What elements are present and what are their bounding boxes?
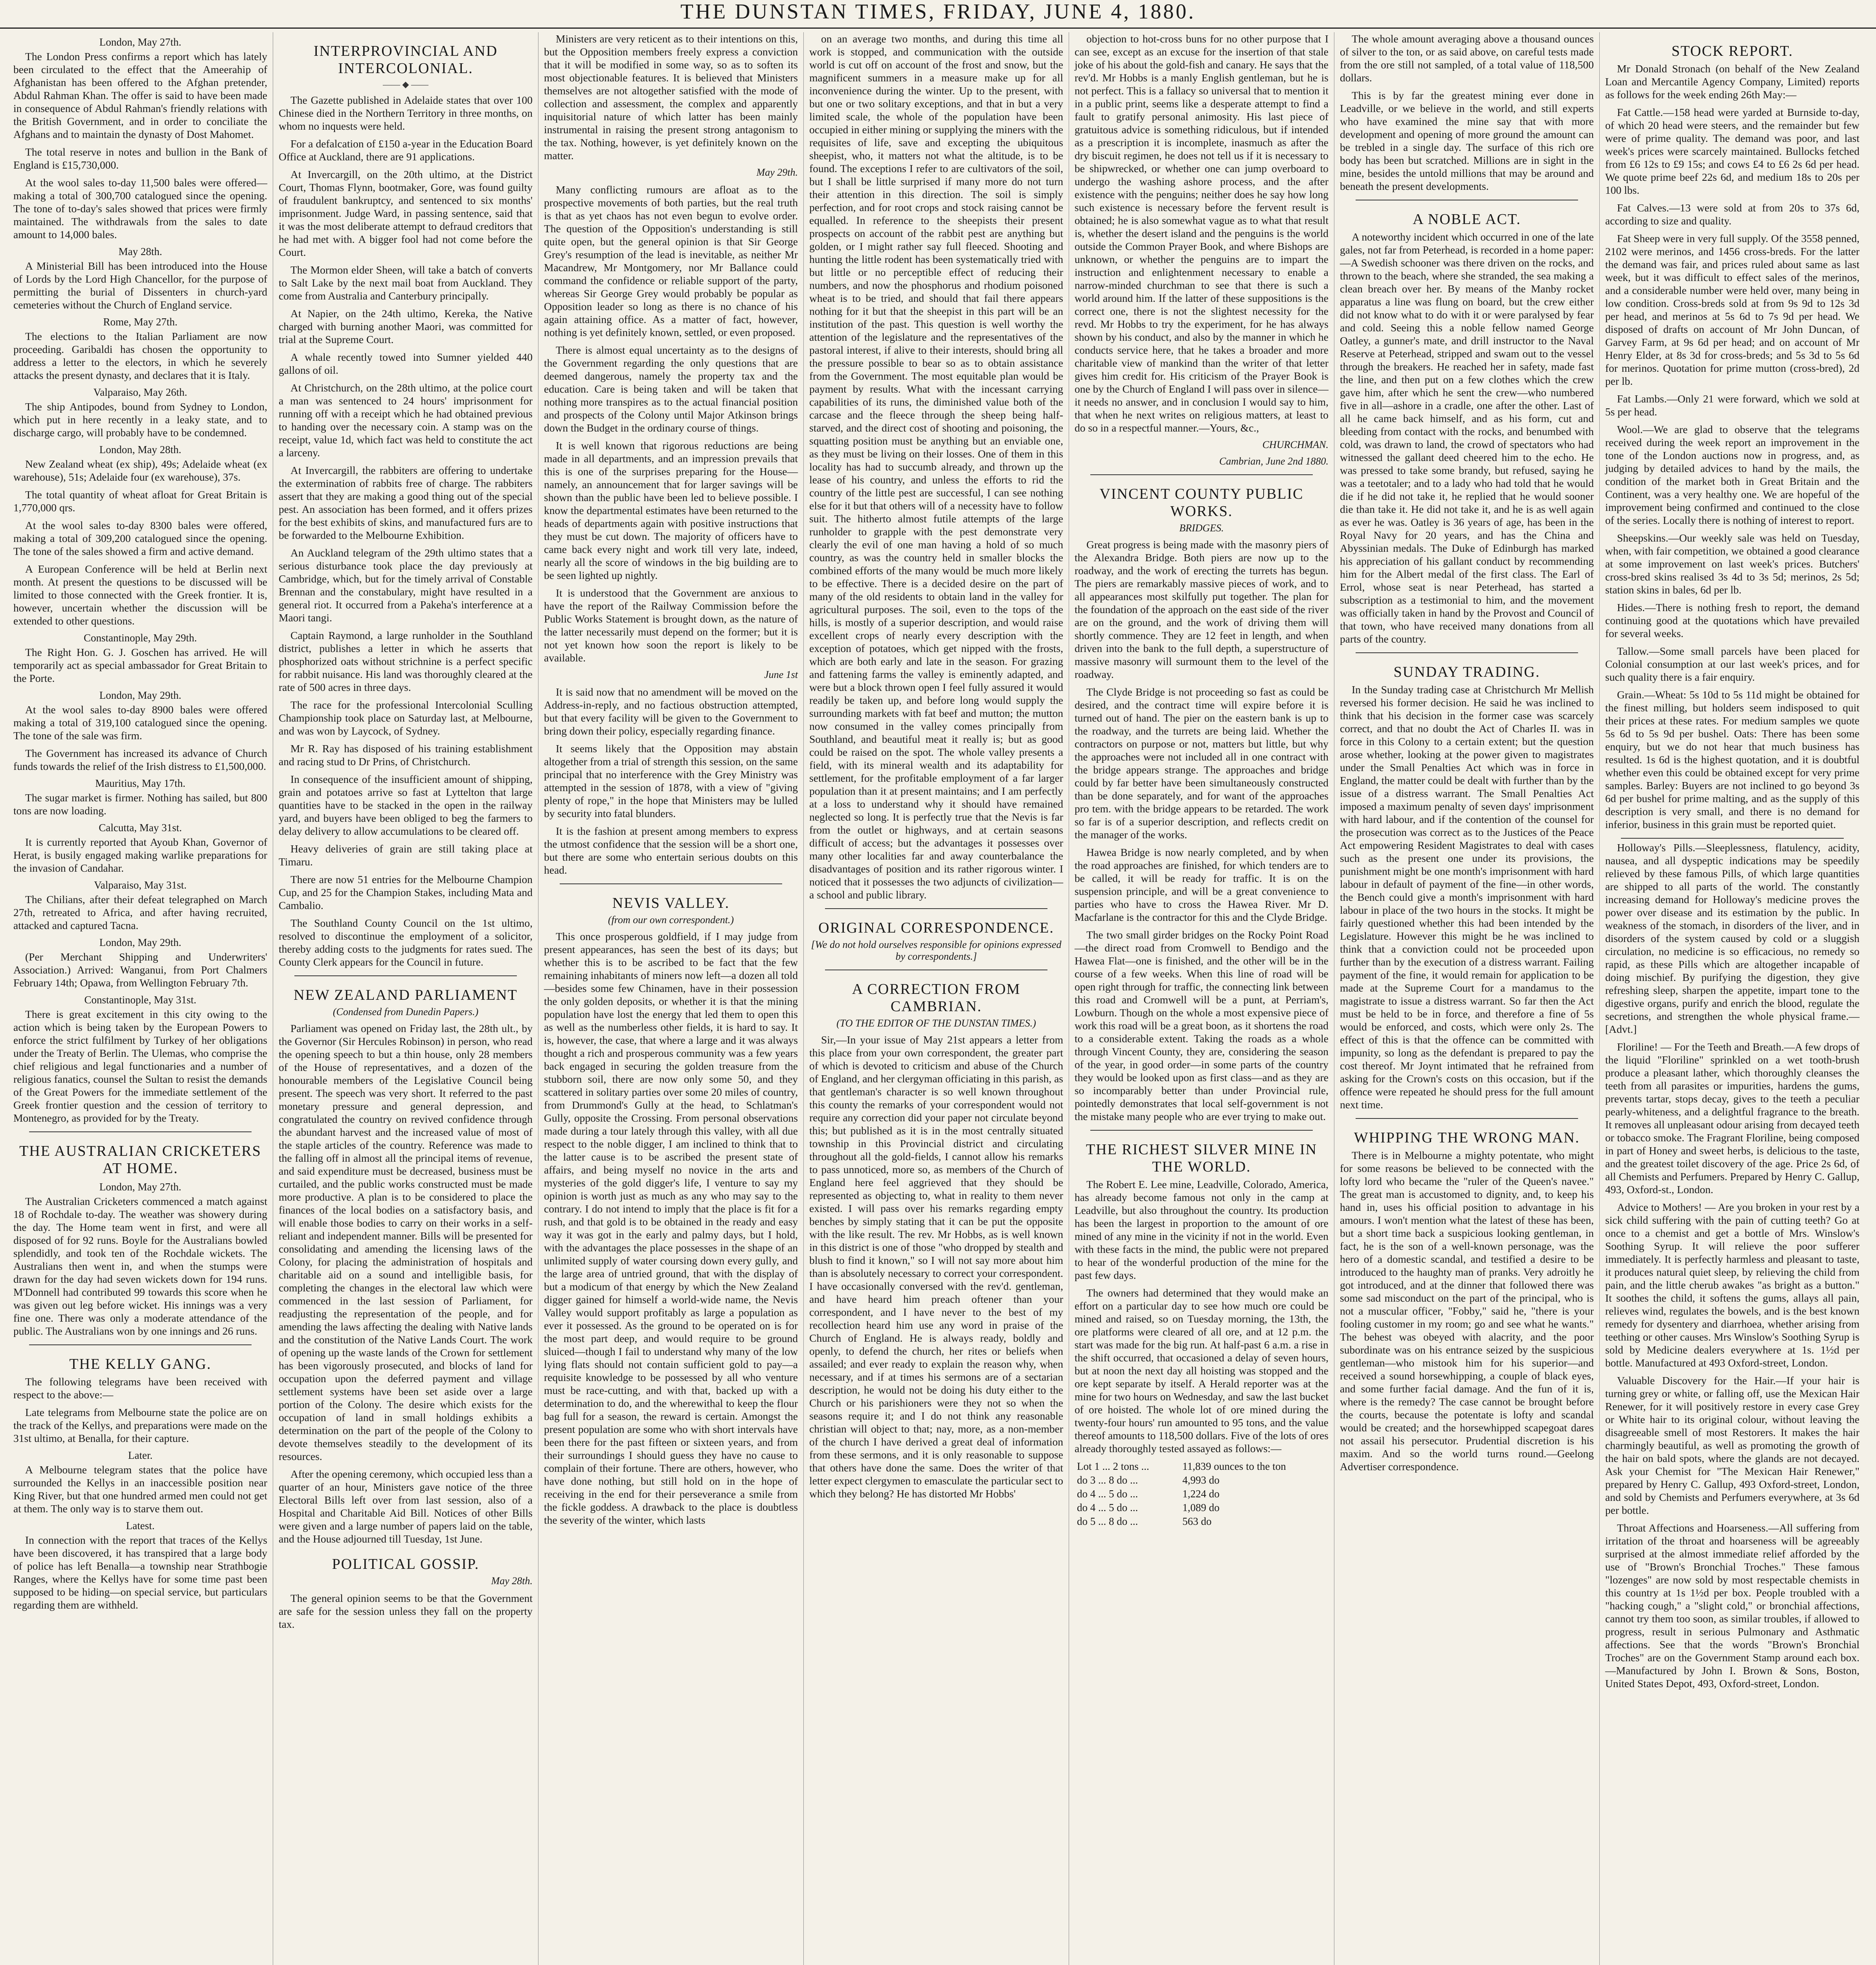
- news-paragraph: It is currently reported that Ayoub Khan, Governor of Herat, is busily engaged making warlike preparations for the invasion of Candahar.: [13, 836, 267, 874]
- dateline: London, May 27th.: [99, 36, 182, 48]
- news-paragraph: The general opinion seems to be that the Government are safe for the session unless they fall on the property tax.: [279, 1592, 533, 1630]
- news-paragraph: The elections to the Italian Parliament are now proceeding. Garibaldi has chosen the opportunity to address a letter to the electors, in which he severely attacks the present dynasty, and declares that it is Italy.: [13, 330, 267, 381]
- news-paragraph: At Invercargill, the rabbiters are offering to undertake the extermination of rabbits free of charge. The rabbiters assert that they are making a good thing out of the special pest. An association has been formed, and it offers prizes for the best exhibits of skins, and manufactured furs are to be forwarded to the Melbourne Exhibition.: [279, 464, 533, 541]
- news-paragraph: The Right Hon. G. J. Goschen has arrived. He will temporarily act as special ambassador for Great Britain to the Porte.: [13, 646, 267, 684]
- section-heading: THE AUSTRALIAN CRICKETERS AT HOME.: [19, 1143, 261, 1177]
- news-paragraph: Fat Lambs.—Only 21 were forward, which we sold at 5s per head.: [1605, 393, 1859, 418]
- assay-table: [1075, 1460, 1328, 1528]
- news-paragraph: A European Conference will be held at Berlin next month. At present the questions to be discussed will be limited to those connected with the Greek frontier. It is, however, uncertain whether the discussion will be extended to other questions.: [13, 563, 267, 627]
- news-paragraph: The owners had determined that they would make an effort on a particular day to see how much ore could be mined and raised, so on Tuesday morning, the 13th, the ore platforms were cleared of all ore, and at 12 p.m. the start was made for the big run. At half-past 6 a.m. a rise in the shift occurred, that occasioned a delay of seven hours, but at noon the next day all hoisting was stopped and the ore kept separate by itself. A Herald reporter was at the mine for two hours on Wednesday, and saw the last bucket of ore hoisted. The whole lot of ore mined during the twenty-four hours' run amounted to 95 tons, and the value thereof amounts to 118,500 dollars. Five of the lots of ores already thoroughly tested assayed as follows:—: [1075, 1287, 1328, 1454]
- section-rule: [29, 1131, 252, 1132]
- news-paragraph: Fat Calves.—13 were sold at from 20s to 37s 6d, according to size and quality.: [1605, 202, 1859, 227]
- news-paragraph: After the opening ceremony, which occupied less than a quarter of an hour, Ministers gave notice of the three Electoral Bills left over from last session, also of a Hospital and Charitable Aid Bill. Notices of other Bills were given and a large number of papers laid on the table, and the House adjourned till Tuesday, 1st June.: [279, 1468, 533, 1545]
- advertisement: Valuable Discovery for the Hair.—If your hair is turning grey or white, or falling off, use the Mexican Hair Renewer, for it will positively restore in every case Grey or White hair to its original colour, without leaving the disagreeable smell of most Restorers. It makes the hair charmingly beautiful, as well as promoting the growth of the hair on bald spots, where the glands are not decayed. Ask your Chemist for "The Mexican Hair Renewer," prepared by Henry C. Gallup, 493 Oxford-street, London, and sold by Chemists and Perfumers everywhere, at 3s 6d per bottle.: [1605, 1374, 1859, 1516]
- news-paragraph: It is well known that rigorous reductions are being made in all departments, and an impression prevails that this is one of the surprises preparing for the House—namely, an announcement that for larger savings will be shown than the public have been led to believe possible. I know the departmental estimates have been returned to the heads of departments again with positive instructions that they must be cut down. The majority of officers have to came back every night and work till very late, indeed, nearly all the score of windows in the big building are to be seen lighted up nightly.: [544, 439, 798, 581]
- table-row: [1075, 1501, 1328, 1515]
- news-paragraph: In the Sunday trading case at Christchurch Mr Mellish reversed his former decision. He said he was inclined to think that his decision in the former case was scarcely correct, and that no doubt the Act of Charles II. was in force in this Colony to a certain extent; but the question arose whether, looking at the power given to magistrates under the Small Penalties Act which was in force in England, the matter could be dealt with further than by the issue of a distress warrant. The Small Penalties Act imposed a maximum penalty of seven days' imprisonment with hard labour, and if the contention of the counsel for the prosecution was correct as to the Justices of the Peace Act empowering Resident Magistrates to deal with cases such as the present one under its provisions, the punishment might be one month's imprisonment with hard labour in default of payment of the fine—in other words, the Bench could give a month's imprisonment with hard labour in place of the two hours in the stocks. It might be fairly questioned whether this had been intended by the Legislature. However this might be he was inclined to think that a conviction could not be proceeded upon further than by the execution of a distress warrant. Failing payment of the fine, it would remain for application to be made at the Supreme Court for a mandamus to the magistrate to issue a distress warrant. So far then the Act must be held to be in force, and therefore a fine of 5s would be enforced, and costs, which were only 2s. The effect of this is that the offence can be committed with impunity, so long as the defendant is prepared to pay the cost thereof. Mr Joynt intimated that he refrained from asking for the Crown's costs on this occasion, but if the offence were repeated he should press for the full amount next time.: [1340, 683, 1594, 1111]
- news-paragraph: At the wool sales to-day 8900 bales were offered making a total of 319,100 catalogued since the opening. The tone of the sale was firm.: [13, 703, 267, 742]
- news-paragraph: Fat Cattle.—158 head were yarded at Burnside to-day, of which 20 head were steers, and the remainder but few were of prime quality. The demand was poor, and last week's prices were scarcely maintained. Bullocks fetched from £6 12s to £9 15s; and cows £4 to £6 2s 6d per head. We quote prime beef 22s 6d, and medium 18s to 20s per 100 lbs.: [1605, 106, 1859, 196]
- news-paragraph: Fat Sheep were in very full supply. Of the 3558 penned, 2102 were merinos, and 1456 cross-breds. For the latter the demand was fair, and prices ruled about same as last week, but it was difficult to effect sales of the merinos, and a considerable number were held over, many being in low condition. Cross-breds sold at from 9s 9d to 12s 3d per head, and merinos at 5s 6d to 7s 9d per head. We disposed of drafts on account of Mr John Duncan, of Garvey Farm, at 9s 6d per head; and on account of Mr Henry Elder, at 8s 3d for cross-breds; and 5s 3d to 5s 6d for merinos. Quotation for prime mutton (cross-bred), 2d per lb.: [1605, 232, 1859, 387]
- section-heading: SUNDAY TRADING.: [1393, 664, 1540, 680]
- section-subheading: (Condensed from Dunedin Papers.): [333, 1006, 479, 1017]
- news-paragraph: The total reserve in notes and bullion in the Bank of England is £15,730,000.: [13, 146, 267, 171]
- column-6: [1334, 32, 1600, 1965]
- dateline: London, May 27th.: [99, 1181, 182, 1193]
- news-paragraph: The Mormon elder Sheen, will take a batch of converts to Salt Lake by the next mail boat from Auckland. They come from Australia and Canterbury principally.: [279, 264, 533, 302]
- section-heading: WHIPPING THE WRONG MAN.: [1354, 1129, 1580, 1146]
- dateline: Valparaiso, May 26th.: [93, 386, 187, 398]
- news-paragraph: It is understood that the Government are anxious to have the report of the Railway Commission before the Public Works Statement is brought down, as the nature of the latter necessarily must depend on the former; but it is not yet known how soon the report is likely to be available.: [544, 587, 798, 664]
- section-rule: [294, 975, 517, 976]
- news-paragraph: The race for the professional Intercolonial Sculling Championship took place on Saturday last, at Melbourne, and was won by Laycock, of Sydney.: [279, 699, 533, 737]
- news-paragraph: In consequence of the insufficient amount of shipping, grain and potatoes arrive so fast at Lyttelton that large quantities have to be stacked in the open in the railway yard, and buyers have been obliged to beg the farmers to delay delivery to allow accumulations to be cleared off.: [279, 773, 533, 837]
- section-heading: A CORRECTION FROM CAMBRIAN.: [852, 981, 1021, 1015]
- dateline: Constantinople, May 31st.: [84, 994, 197, 1006]
- news-paragraph: Sheepskins.—Our weekly sale was held on Tuesday, when, with fair competition, we obtained a good clearance at some improvement on last week's prices. Butchers' cross-bred skins realised 3s 4d to 3s 5d; merinos, 2s 5d; station skins in bales, 6d per lb.: [1605, 532, 1859, 596]
- news-paragraph: Captain Raymond, a large runholder in the Southland district, publishes a letter in which he asserts that phosphorized oats without strichnine is a perfect specific for rabbit nuisance. His land was thoroughly cleared at the rate of 500 acres in three days.: [279, 629, 533, 693]
- dateline: June 1st: [764, 669, 798, 680]
- news-paragraph: There is almost equal uncertainty as to the designs of the Government regarding the only questions that are deemed dangerous, namely the property tax and the education. Care is being taken and will be taken that nothing more transpires as to the actual financial position and prospects of the Colony until Major Atkinson brings down the Budget in the ordinary course of things.: [544, 344, 798, 434]
- advertisement: Holloway's Pills.—Sleeplessness, flatulency, acidity, nausea, and all dyspeptic indications may be speedily relieved by these famous Pills, of which large quantities are shipped to all parts of the world. The constantly increasing demand for Holloway's medicine proves the power over disease and its estimation by the public. In weakness of the stomach, in disorders of the liver, and in disorders of the system caused by cold or a sluggish circulation, no medicine is so efficacious, no remedy so rapid, as these Pills which are altogether incapable of doing mischief. By purifying the digestion, they give refreshing sleep, sharpen the appetite, impart tone to the digestive organs, purify and enrich the blood, regulate the secretions, and strengthen the whole physical frame.—[Advt.]: [1605, 841, 1859, 1035]
- news-paragraph: Tallow.—Some small parcels have been placed for Colonial consumption at our last week's prices, and for such quality there is a fair enquiry.: [1605, 645, 1859, 683]
- table-row: [1075, 1460, 1328, 1473]
- advertisement: Advice to Mothers! — Are you broken in your rest by a sick child suffering with the pain of cutting teeth? Go at once to a chemist and get a bottle of Mrs. Winslow's Soothing Syrup. It will relieve the poor sufferer immediately. It is perfectly harmless and pleasant to taste, it produces natural quiet sleep, by relieving the child from pain, and the little cherub awakes "as bright as a button." It soothes the child, it softens the gums, allays all pain, relieves wind, regulates the bowels, and is the best known remedy for dysentery and diarrhoea, whether arising from teething or other causes. Mrs Winslow's Soothing Syrup is sold by Medicine dealers everywhere at 1s. 1½d per bottle. Manufactured at 493 Oxford-street, London.: [1605, 1201, 1859, 1369]
- section-rule: [1356, 1118, 1578, 1119]
- advertisement: Floriline! — For the Teeth and Breath.—A few drops of the liquid "Floriline" sprinkled on a wet tooth-brush produce a pleasant lather, which thoroughly cleanses the teeth from all parasites or impurities, hardens the gums, prevents tartar, stops decay, gives to the teeth a peculiar pearly-whiteness, and a delightful fragrance to the breath. It removes all unpleasant odour arising from decayed teeth or tobacco smoke. The Fragrant Floriline, being composed in part of Honey and sweet herbs, is delicious to the taste, and the greatest toilet discovery of the age. Price 2s 6d, of all Chemists and Perfumers. Prepared by Henry C. Gallup, 493, Oxford-st., London.: [1605, 1041, 1859, 1196]
- news-paragraph: on an average two months, and during this time all work is stopped, and communication with the outside world is cut off on account of the frost and snow, but the magnificent summers in a measure make up for all inconvenience during the winter. Up to the present, with but one or two solitary exceptions, and that in but a very limited scale, the whole of the population have been occupied in either mining or supplying the miners with the requisites of life, save and excepting the ubiquitous sheepist, who, it matters not what the altitude, is to be found. The exceptions I refer to are cultivators of the soil, but I shall be little surprised if many more do not turn their attention in this direction. The soil is simply perfection, and for root crops and stock raising cannot be equalled. In reference to the sheepists their present prospects on account of the rabbit pest are anything but golden, or I might rather say full fleeced. Shooting and hunting the little rodent has been systematically tried with but little or no perceptible effect of reducing their numbers, and now the phosphorus and rhodium poisoned wheat is to be tried, and should that fail there appears nothing for it but that the sheepist in this part will be an institution of the past. This question is well worthy the attention of the legislature and the representatives of the pastoral interest, if alive to their interests, should bring all the pressure possible to bear so as to obtain assistance from the Government. The most equitable plan would be payment by results. What with the incessant carrying capabilities of its runs, the diminished value both of the carcase and the fleece through the sheep being half-starved, and the direct cost of shooting and poisoning, the squatting position must be anything but an enviable one, as they must be living on their losses. One of them in this locality has had to succumb already, and thrown up the lease of his country, and unless the efforts to rid the country of the little pest are successful, I can see nothing else for it but that others will of a necessity have to follow suit. The hitherto almost futile attempts of the large runholder to grapple with the pest demonstrate very clearly the evil of one man having a hold of so much country, as was the country held in smaller blocks the combined efforts of the many would be much more likely to be effective. There is a decided desire on the part of many of the old residents to obtain land in the valley for agricultural purposes. The soil, even to the tops of the hills, is mostly of a superior description, and would raise excellent crops of nearly every description with the exception of potatoes, which get nipped with the frosts, which are both early and late in the season. For grazing and fattening farms the valley is eminently adapted, and were but a block thrown open I feel fully assured it would readily be taken up, and before long would supply the surrounding markets with fat beef and mutton; the mutton now consumed in the valley comes principally from Southland, and beautiful meat it really is; but as good could be raised on the spot. The whole valley presents a field, with its mineral wealth and its adaptability for settlement, for the profitable employment of a far larger population than it at present maintains; and I am perfectly at a loss to understand why it should have remained neglected so long. It is perfectly true that the Nevis is far from the outlet or highways, and at certain seasons difficult of access; but the advantages it possesses over many other localities far and away counterbalance the disadvantages of position and its rather rigorous winter. I noticed that it possesses the two adjuncts of civilization—a school and public library.: [809, 33, 1063, 901]
- news-paragraph: objection to hot-cross buns for no other purpose that I can see, except as an excuse for the insertion of that stale joke of his about the gold-fish and canary. He says that the rev'd. Mr Hobbs is a manly English gentleman, but he is not perfect. This is a fallacy so universal that to mention it in a public print, seems like a desperate attempt to find a fault to gratify personal animosity. His last piece of gratuitous advice is something ridiculous, but if intended as a prescription it is incomplete, inasmuch as after the dry biscuit regimen, he does not tell us if it is necessary to be shipwrecked, or whether one can jump overboard to undergo the washing ashore process, and the after existence with the penguins; neither does he say how long such existence is necessary before the fervent result is obtained; he is also somewhat vague as to what that result is, whether the desert island and the penguins is the world outside the Common Prayer Book, and where Bishops are unknown, or whether the penguins are to impart the instruction and enlightenment necessary to enable a narrow-minded churchman to see that there is such a world around him. If the latter of these suppositions is the correct one, there is not the slightest necessity for the revd. Mr Hobbs to try the experiment, for he has always shown by his conduct, and also by the manner in which he conducts service here, that he takes a broader and more charitable view of mankind than the writer of that letter gives him credit for. His criticism of the Prayer Book is one by the Church of England I will pass over in silence—it needs no answer, and in conclusion I would say to him, that when he next writes on religious matters, at least to do so in a respectful manner.—Yours, &c.,: [1075, 33, 1328, 434]
- section-rule: [1090, 474, 1313, 475]
- news-paragraph: There are now 51 entries for the Melbourne Champion Cup, and 25 for the Champion Stakes, including Mata and Cambalio.: [279, 873, 533, 911]
- table-cell: do 4 ... 5 do ...: [1077, 1502, 1138, 1513]
- section-heading: THE KELLY GANG.: [69, 1356, 211, 1372]
- advertisement: Throat Affections and Hoarseness.—All suffering from irritation of the throat and hoarseness will be agreeably surprised at the almost immediate relief afforded by the use of "Brown's Bronchial Troches." These famous "lozenges" are now sold by most respectable chemists in this country at 1s 1½d per box. People troubled with a "hacking cough," a "slight cold," or bronchial affections, cannot try them too soon, as similar troubles, if allowed to progress, result in serious Pulmonary and Asthmatic affections. See that the words "Brown's Bronchial Troches" are on the Government Stamp around each box.—Manufactured by John I. Brown & Sons, Boston, United States Depot, 493, Oxford-street, London.: [1605, 1522, 1859, 1690]
- section-subheading: (TO THE EDITOR OF THE DUNSTAN TIMES.): [836, 1017, 1036, 1029]
- news-paragraph: The total quantity of wheat afloat for Great Britain is 1,770,000 qrs.: [13, 488, 267, 514]
- newspaper-columns: [8, 32, 1868, 1965]
- column-4: [804, 32, 1069, 1965]
- news-paragraph: This once prosperous goldfield, if I may judge from present appearances, has seen the best of its days; but whether this is to be ascribed to be fact that the few remaining inhabitants of miners now left—a dozen all told—besides some few Chinamen, have in their possession the only golden deposits, or whether it is that the mining population have lost the energy that led them to open this as well as the numberless other fields, it is hard to say. It is, however, the case, that where a large and it was always thought a rich and prosperous community was a few years back engaged in securing the golden treasure from the stubborn soil, there are now only some 50, and they scattered in solitary parties over some 20 miles of country, from Drummond's Gully at the head, to Schlatman's Gully, opposite the Crossing. From personal observations made during a tour lately through this valley, with all due respect to the noble digger, I am inclined to think that to the latter cause is to be ascribed the present state of affairs, and being myself no novice in the arts and mysteries of the gold digger's life, I venture to say my opinion is worth just as much as any who may say to the contrary. I do not intend to imply that the place is fit for a rush, and that gold is to be obtained in the ready and easy way it was got in the early and palmy days, but I hold, with the advantages the place possesses in the shape of an unlimited supply of water coursing down every gully, and the large area of untried ground, that with the display of but a modicum of that energy by which the New Zealand digger gained for himself a world-wide name, the Nevis Valley would support profitably as large a population as ever it possessed. As the ground to be operated on is for the most part deep, and would require to be ground sluiced—though I fail to understand why many of the low lying flats should not contain sufficient gold to pay—a requisite knowledge to be possessed by all who venture must be race-cutting, and with that, backed up with a determination to do, and the wherewithal to keep the flour bag full for a season, the reward is certain. Amongst the present population are some who with short intervals have been there for the past fifteen or sixteen years, and from their surroundings I should guess they have no cause to complain of their fortune. There are others, however, who have done nothing, but still hold on in the hope of receiving in the end for their perseverance a smile from the fickle goddess. A drawback to the place is doubtless the severity of the winter, which lasts: [544, 930, 798, 1526]
- section-subheading: BRIDGES.: [1179, 522, 1224, 534]
- news-paragraph: A Ministerial Bill has been introduced into the House of Lords by the Lord High Chancellor, for the purpose of permitting the burial of Dissenters in church-yard cemeteries without the Church of England service.: [13, 260, 267, 311]
- news-paragraph: Great progress is being made with the masonry piers of the Alexandra Bridge. Both piers are now up to the roadway, and the work of erecting the turrets has begun. The piers are remarkably massive pieces of work, and to all appearances most skilfully put together. The plan for the foundation of the approach on the east side of the river are on the ground, and the work of driving them will shortly commence. They are 12 feet in length, and when driven into the bank to the full depth, a superstructure of massive masonry will surmount them to the level of the roadway.: [1075, 538, 1328, 680]
- section-heading: STOCK REPORT.: [1671, 43, 1793, 59]
- news-paragraph: In connection with the report that traces of the Kellys have been discovered, it has transpired that a large body of police has left Benalla—a township near Strathbogie Ranges, where the Kellys have for some time past been supposed to be hiding—on special service, but particulars regarding them are withheld.: [13, 1534, 267, 1611]
- table-cell: 1,089 do: [1182, 1502, 1220, 1513]
- table-row: [1075, 1487, 1328, 1501]
- news-paragraph: Ministers are very reticent as to their intentions on this, but the Opposition members freely express a conviction that it will be modified in some way, so as to soften its most objectionable features. It is believed that Ministers themselves are not altogether satisfied with the mode of collection and assessment, the complex and apparently inquisitorial nature of which latter has been mainly instrumental in raising the present strong antagonism to the tax. Nothing, however, is yet definitely known on the matter.: [544, 33, 798, 162]
- news-paragraph: Hawea Bridge is now nearly completed, and by when the road approaches are finished, for which tenders are to be called, it will be ready for traffic. It is on the suspension principle, and will be a great convenience to parties who have to cross the Hawea River. Mr D. Macfarlane is the contractor for this and the Clyde Bridge.: [1075, 846, 1328, 923]
- news-paragraph: Wool.—We are glad to observe that the telegrams received during the week report an improvement in the tone of the London auctions now in progress, and, as judging by detailed advices to hand by the mails, the condition of the market both in Great Britain and the Continent, was a very healthy one. We are hopeful of the improvement being confirmed and continued to the close of the series. Locally there is nothing of interest to report.: [1605, 423, 1859, 526]
- dateline: London, May 29th.: [99, 689, 182, 701]
- table-row: [1075, 1515, 1328, 1528]
- news-paragraph: At the wool sales to-day 8300 bales were offered, making a total of 309,200 catalogued since the opening. The tone of the sales showed a firm and active demand.: [13, 519, 267, 557]
- news-paragraph: The Southland County Council on the 1st ultimo, resolved to discontinue the employment of a solicitor, thereby adding costs to the judgments for rates sued. The County Clerk appears for the Council in future.: [279, 917, 533, 968]
- news-paragraph: New Zealand wheat (ex ship), 49s; Adelaide wheat (ex warehouse), 51s; Adelaide four (ex warehouse), 37s.: [13, 458, 267, 483]
- table-cell: 1,224 do: [1182, 1488, 1220, 1500]
- news-paragraph: An Auckland telegram of the 29th ultimo states that a serious disturbance took place the day previously at Cambridge, which, but for the timely arrival of Constable Brennan and the constabulary, might have resulted in a general riot. It occurred from a Pakeha's interference at a Maori tangi.: [279, 547, 533, 624]
- news-paragraph: Sir,—In your issue of May 21st appears a letter from this place from your own correspondent, the greater part of which is devoted to criticism and abuse of the Church of England, and her clergyman officiating in this parish, as that gentleman's character is so well known throughout this county the remarks of your correspondent would not require any correction did your paper not circulate beyond this; but published as it is in the most centrally situated township in this Provincial district and circulating throughout all the gold-fields, I cannot allow his remarks to pass unnoticed, more so, as members of the Church of England here feel aggrieved that they should be represented as objecting to, what in reality to them never existed. I will pass over his remarks regarding empty benches by simply stating that it can be put the opposite with the like result. The rev. Mr Hobbs, as is well known in this district is one of those "who dropped by stealth and blush to find it known," so I will not say more about him than is absolutely necessary to correct your correspondent. I have occasionally conversed with the rev'd. gentleman, and have heard him preach oftener than your correspondent, and I have never to the best of my recollection heard him use any word in praise of the Church of England. He is always ready, boldly and openly, to defend the church, her rites or beliefs when assailed; and ever ready to explain the reason why, when necessary, and if at times his sermons are of a sectarian description, he would not be doing his duty either to the Church or his parishioners were they not so when the seasons require it; and I do not think any reasonable christian will object to that; nay, more, as a non-member of the church I have derived a great deal of information from these sermons, and it is only reasonable to suppose that others have done the same. Does the writer of that letter expect clergymen to emasculate the particular sect to which they belong? He has distorted Mr Hobbs': [809, 1034, 1063, 1500]
- news-paragraph: It is the fashion at present among members to express the utmost confidence that the session will be a short one, but there are some who entertain serious doubts on this head.: [544, 825, 798, 876]
- dateline: May 28th.: [491, 1575, 533, 1587]
- dateline: London, May 28th.: [99, 444, 182, 455]
- table-row: [1075, 1473, 1328, 1487]
- section-rule: [1621, 838, 1844, 839]
- news-paragraph: For a defalcation of £150 a-year in the Education Board Office at Auckland, there are 91 applications.: [279, 138, 533, 163]
- news-paragraph: The Gazette published in Adelaide states that over 100 Chinese died in the Northern Territory in three months, on whom no inquests were held.: [279, 94, 533, 132]
- news-paragraph: The London Press confirms a report which has lately been circulated to the effect that the Ameerahip of Afghanistan has been offered to the Afghan pretender, Abdul Rahman Khan. The offer is said to have been made in consequence of Abdul Rahman's friendly relations with the British Government, and in order to conciliate the Afghans and to maintain the dynasty of Dost Mahomet.: [13, 50, 267, 140]
- news-paragraph: At Christchurch, on the 28th ultimo, at the police court a man was sentenced to 24 hours' imprisonment for running off with a receipt which he had obtained previous to handing over the necessary coin. A stamp was on the receipt, value 1d, which fact was held to constitute the act a larceny.: [279, 382, 533, 459]
- news-paragraph: This is by far the greatest mining ever done in Leadville, or we believe in the world, and still experts who have examined the mine say that with more development and opening of more ground the amount can be trebled in a single day. The surface of this rich ore body has been but scratched. Millions are in sight in the mine, besides the untold millions that may be around and beneath the present developments.: [1340, 89, 1594, 192]
- news-paragraph: (Per Merchant Shipping and Underwriters' Association.) Arrived: Wanganui, from Port Chalmers February 14th; Opawa, from Wellington February 7th.: [13, 951, 267, 989]
- news-paragraph: The following telegrams have been received with respect to the above:—: [13, 1376, 267, 1401]
- letter-signature: CHURCHMAN.: [1262, 439, 1328, 450]
- news-paragraph: Late telegrams from Melbourne state the police are on the track of the Kellys, and preparations were made on the 31st ultimo, at Benalla, for their capture.: [13, 1406, 267, 1444]
- news-paragraph: Mr R. Ray has disposed of his training establishment and racing stud to Dr Prins, of Christchurch.: [279, 742, 533, 768]
- section-subheading: [We do not hold ourselves responsible for opinions expressed by correspondents.]: [811, 939, 1062, 962]
- news-paragraph: There is in Melbourne a mighty potentate, who might for some reasons be believed to be connected with the lofty lord who became the "ruler of the Queen's navee." The great man is accustomed to dignity, and, to keep his hand in, uses his official position to advantage in his amours. I won't mention what the latest of these has been, but a short time back a suspicious looking gentleman, in fact, he is the son of a well-known personage, was the hero of a domestic scandal, and testified a desire to be introduced to the haughty man of pranks. Very adroitly he got introduced, and at the dinner that followed there was some sad misconduct on the part of the principal, who is not a muscular officer, "Fobby," said he, "there is your fooling customer in my room; go and see what he wants." The behest was obeyed with alacrity, and the poor subordinate was on his entrance seized by the suspicious gentleman—who mistook him for his superior—and received a sound horsewhipping, a couple of black eyes, and some further facial damage. And the fun of it is, where is the remedy? The case cannot be brought before the courts, because the potentate is lofty and scandal would be created; and the horsewhipped scapegoat dares not assail his persecutor. Prudential discretion is his maxim. And so the world turns round.—Geelong Advertiser correspondence.: [1340, 1149, 1594, 1473]
- news-paragraph: A noteworthy incident which occurred in one of the late gales, not far from Peterhead, is recorded in a home paper:—A Swedish schooner was there driven on the rocks, and thrown to the beach, where she stranded, the sea making a clean breach over her. By means of the Manby rocket apparatus a line was flung on board, but the crew either did not know what to do with it or were paralysed by fear and cold. Seeing this a noble fellow named George Oatley, a gunner's mate, and drill instructor to the Naval Reserve at Peterhead, stripped and swam out to the vessel through the breakers. He reached her in safety, made fast the line, and then put on a few clothes which the crew gave him, after which he sent the crew—who numbered five in all—ashore in a cradle, one after the other. Last of all he came back himself, and as his form, cut and bleeding from contact with the rocks, and benumbed with cold, was drawn to land, the crowd of spectators who had witnessed the gallant deed cheered him to the echo. He was pressed to take some brandy, but refused, saying he was a teetotaler; and to a lady who had told that he would die if he did not take it, he replied that he would sooner die than take it. He did not take it, and he is as well again as ever he was. Oatley is 36 years of age, has been in the Royal Navy for 20 years, and has the China and Abyssinian medals. The Duke of Edinburgh has marked his appreciation of his gallant conduct by recommending him for the Albert medal of the first class. The Earl of Errol, whose seat is near Peterhead, has started a subscription as a testimonial to him, and the movement was officially taken in hand by the Provost and Council of that town, who have received many donations from all parts of the country.: [1340, 231, 1594, 645]
- table-cell: do 5 ... 8 do ...: [1077, 1515, 1138, 1527]
- column-2: [273, 32, 538, 1965]
- dateline: Constantinople, May 29th.: [84, 632, 197, 644]
- news-paragraph: Heavy deliveries of grain are still taking place at Timaru.: [279, 843, 533, 868]
- dateline: May 29th.: [756, 167, 798, 178]
- dateline: Valparaiso, May 31st.: [94, 879, 187, 891]
- news-paragraph: The ship Antipodes, bound from Sydney to London, which put in here recently in a leaky state, and to discharge cargo, will probably have to be condemned.: [13, 400, 267, 439]
- news-paragraph: The Chilians, after their defeat telegraphed on March 27th, retreated to Africa, and after having recruited, attacked and captured Tacna.: [13, 893, 267, 931]
- news-paragraph: A Melbourne telegram states that the police have surrounded the Kellys in an inaccessible position near King River, but that one hundred armed men could not get at them. The only way is to starve them out.: [13, 1464, 267, 1515]
- ornament-divider: —— ◆ ——: [383, 79, 428, 89]
- section-heading: NEVIS VALLEY.: [612, 895, 730, 911]
- news-paragraph: Mr Donald Stronach (on behalf of the New Zealand Loan and Mercantile Agency Company, Limited) reports as follows for the week ending 26th May:—: [1605, 62, 1859, 101]
- table-cell: 563 do: [1182, 1515, 1212, 1527]
- news-paragraph: The Government has increased its advance of Church funds towards the relief of the Irish distress to £1,500,000.: [13, 747, 267, 772]
- section-heading: INTERPROVINCIAL AND INTERCOLONIAL.: [313, 43, 498, 77]
- newspaper-title: THE DUNSTAN TIMES, FRIDAY, JUNE 4, 1880.: [680, 0, 1196, 23]
- section-heading: ORIGINAL CORRESPONDENCE.: [818, 920, 1054, 936]
- column-5: [1069, 32, 1334, 1965]
- column-7: [1600, 32, 1865, 1965]
- news-paragraph: Many conflicting rumours are afloat as to the prospective movements of both parties, but the real truth is that as yet chaos has not even begun to evolve order. The question of the Opposition's understanding is still quite open, but the general opinion is that Sir George Grey's resumption of the lead is inevitable, as neither Mr Macandrew, Mr Montgomery, nor Mr Ballance could command the confidence or reliable support of the party, whereas Sir George Grey would probably be popular as Opposition leader so long as there is no chance of his again attaining office. As a matter of fact, however, nothing is yet definitely known, settled, or even proposed.: [544, 184, 798, 338]
- news-paragraph: Grain.—Wheat: 5s 10d to 5s 11d might be obtained for the finest milling, but holders seem indisposed to quit their prices at these rates. For medium samples we quote 5s 6d to 5s 9d per bushel. Oats: There has been some enquiry, but we do not hear that much business has resulted. 1s 6d is the highest quotation, and it is doubtful whether even this could be obtained except for very prime samples. Barley: Buyers are not inclined to go beyond 3s 6d per bushel for prime malting, and as the supply of this description is very small, and there is no demand for inferior, business in this grain must be reported quiet.: [1605, 689, 1859, 830]
- dateline: Rome, May 27th.: [103, 316, 178, 328]
- column-1: [8, 32, 273, 1965]
- news-paragraph: The Australian Cricketers commenced a match against 18 of Rochdale to-day. The weather was showery during the day. The Home team went in first, and were all disposed of for 92 runs. Boyle for the Australians bowled splendidly, and took ten of the Rochdale wickets. The Australians then went in, and when the stumps were drawn for the day had seven wickets down for 194 runs. M'Donnell had contributed 99 towards this score when he was given out leg before wicket. His innings was a very fine one. There was only a moderate attendance of the public. The Australians won by one innings and 26 runs.: [13, 1195, 267, 1337]
- masthead: [0, 0, 1876, 29]
- news-paragraph: There is great excitement in this city owing to the action which is being taken by the European Powers to enforce the strict fulfilment by Turkey of her obligations under the Treaty of Berlin. The Ulemas, who comprise the chief religious and legal functionaries and a number of religious fanatics, counsel the Sultan to resist the demands of the Great Powers for the immediate settlement of the Greek frontier question and the cession of territory to Montenegro, as provided for by the Treaty.: [13, 1008, 267, 1124]
- section-rule: [825, 908, 1047, 909]
- table-cell: 11,839 ounces to the ton: [1182, 1460, 1286, 1472]
- dateline: Later.: [128, 1449, 153, 1461]
- section-rule: [29, 1344, 252, 1345]
- news-paragraph: The Clyde Bridge is not proceeding so fast as could be desired, and the contract time will expire before it is turned out of hand. The pier on the eastern bank is up to the roadway, and the turrets are being laid. Whether the contractors on purpose or not, matters but little, but why the approaches were not included all in one contract with the bridge appears strange. The approaches and bridge could by far better have been simultaneously constructed than be done separately, and for want of the approaches pro tem. with the bridge appears to be retarded. The work so far is of a superior description, and reflects credit on the manager of the works.: [1075, 686, 1328, 841]
- section-heading: POLITICAL GOSSIP.: [332, 1556, 480, 1572]
- news-paragraph: It seems likely that the Opposition may abstain altogether from a trial of strength this session, on the same principal that no interference with the Grey Ministry was attempted in the session of 1878, with a view of "giving plenty of rope," in the hope that Ministers may be lulled by security into fatal blunders.: [544, 742, 798, 819]
- letter-dateline: Cambrian, June 2nd 1880.: [1219, 455, 1328, 467]
- news-paragraph: The Robert E. Lee mine, Leadville, Colorado, America, has already become famous not only in the camp at Leadville, but also throughout the country. Its production has been the largest in proportion to the amount of ore mined of any mine in the vicinity if not in the world. Even with these facts in the mind, the public were not prepared to hear of the wonderful production of the mine for the past few days.: [1075, 1178, 1328, 1281]
- table-cell: do 4 ... 5 do ...: [1077, 1488, 1138, 1500]
- section-heading: THE RICHEST SILVER MINE IN THE WORLD.: [1086, 1141, 1317, 1175]
- dateline: Latest.: [126, 1520, 155, 1532]
- news-paragraph: The whole amount averaging above a thousand ounces of silver to the ton, or as said above, on careful tests made from the ore still not sampled, of a total value of 118,500 dollars.: [1340, 33, 1594, 84]
- section-heading: VINCENT COUNTY PUBLIC WORKS.: [1099, 486, 1304, 520]
- news-paragraph: It is said now that no amendment will be moved on the Address-in-reply, and no factious obstruction attempted, but that every facility will be given to the Government to bring down their policy, especially regarding finance.: [544, 686, 798, 737]
- dateline: Mauritius, May 17th.: [95, 777, 186, 789]
- table-cell: do 3 ... 8 do ...: [1077, 1474, 1138, 1486]
- dateline: Calcutta, May 31st.: [99, 822, 182, 834]
- dateline: London, May 29th.: [99, 937, 182, 948]
- news-paragraph: At Napier, on the 24th ultimo, Kereka, the Native charged with burning another Maori, was committed for trial at the Supreme Court.: [279, 307, 533, 345]
- section-heading: A NOBLE ACT.: [1413, 211, 1521, 228]
- dateline: May 28th.: [118, 246, 162, 257]
- section-subheading: (from our own correspondent.): [608, 914, 734, 926]
- column-3: [538, 32, 804, 1965]
- news-paragraph: The two small girder bridges on the Rocky Point Road—the direct road from Cromwell to Bendigo and the Hawea Flat—one is finished, and the other will be in the course of a few weeks. When this line of road will be open right through for traffic, the connecting link between this road and Cromwell will be a punt, at Perriam's, Lowburn. Though on the whole a most expensive piece of work this road will be a great boon, as it shortens the road to a considerable extent. Taking the roads as a whole through Vincent County, they are, considering the season of the year, in good order—in some parts of the country they would be looked upon as first class—and as they are so incomparably better than under Provincial rule, pointedly demonstrates that local self-government is not the mistake many people who are ever trying to make out.: [1075, 929, 1328, 1122]
- news-paragraph: Hides.—There is nothing fresh to report, the demand continuing good at the quotations which have prevailed for several weeks.: [1605, 601, 1859, 639]
- news-paragraph: At Invercargill, on the 20th ultimo, at the District Court, Thomas Flynn, bootmaker, Gore, was found guilty of fraudulent bankruptcy, and sentenced to six months' imprisonment. Judge Ward, in passing sentence, said that it was the most deliberate attempt to defraud creditors that he had met with. A bigger fool had not come before the Court.: [279, 168, 533, 258]
- news-paragraph: The sugar market is firmer. Nothing has sailed, but 800 tons are now loading.: [13, 792, 267, 817]
- section-rule: [1356, 652, 1578, 653]
- table-cell: Lot 1 ... 2 tons ...: [1077, 1460, 1149, 1472]
- section-rule: [560, 883, 782, 884]
- section-rule: [1090, 1130, 1313, 1131]
- news-paragraph: A whale recently towed into Sumner yielded 440 gallons of oil.: [279, 351, 533, 376]
- table-cell: 4,993 do: [1182, 1474, 1220, 1486]
- section-heading: NEW ZEALAND PARLIAMENT: [294, 987, 518, 1003]
- news-paragraph: Parliament was opened on Friday last, the 28th ult., by the Governor (Sir Hercules Robinson) in person, who read the opening speech to but a thin house, only 28 members of the House of representatives, and a dozen of the honourable members of the Legislative Council being present. The speech was very short. It referred to the past monetary pressure and general depression, and congratulated the country on revived confidence through the abundant harvest and the increased value of most of the staple articles of the country. Reference was made to the falling off in almost all the principal items of revenue, and said expenditure must be decreased, business must be curtailed, and the public works constructed must be made more productive. A plan is to be considered to place the finances of the local bodies on a satisfactory basis, and will enable those bodies to carry on their works in a self-reliant and independent manner. Bills will be presented for consolidating and amending the licensing laws of the Colony, for placing the administration of hospitals and charitable aid on a sound and intelligible basis, for completing the changes in the electoral law which were commenced in the last session of Parliament, for readjusting the representation of the people, and for amending the laws affecting the dealing with Native lands and the constitution of the Native Lands Court. The work of opening up the waste lands of the Crown for settlement has been vigorously prosecuted, and blocks of land for occupation upon the deferred payment and village settlement systems have been set aside over a large portion of the Colony. The desire which exists for the occupation of land in small holdings exhibits a determination on the part of the people of the Colony to devote themselves steadily to the development of its resources.: [279, 1022, 533, 1462]
- news-paragraph: At the wool sales to-day 11,500 bales were offered—making a total of 300,700 catalogued since the opening. The tone of to-day's sales showed that prices were firmly maintained. The withdrawals from the sales to date amount to 14,000 bales.: [13, 176, 267, 241]
